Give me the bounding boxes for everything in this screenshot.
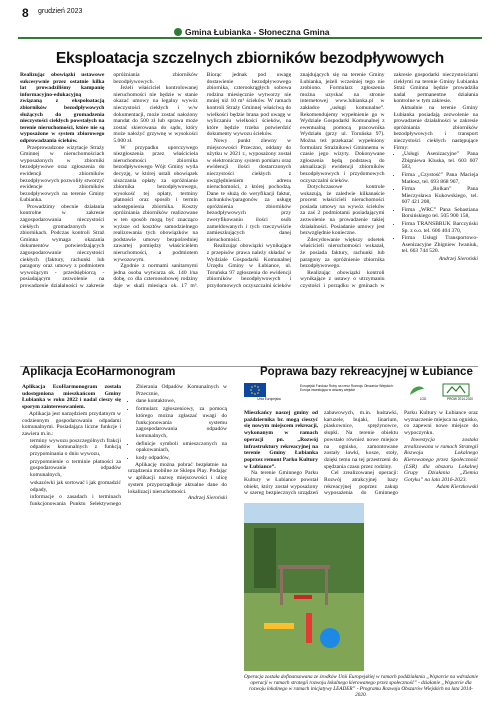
article2-outro: Aplikację można pobrać bezpłatnie na urządzenia mobilne ze Sklepu Play. Podając w aplikacji nazwę miejscowości i ulicę system przyporządkuje aktualne dane do lokalizacji nieruchomości. bbox=[128, 461, 227, 495]
article2-body bbox=[22, 384, 227, 707]
firm-item: • Firma „WRC” Pana Sebastiana Borsińskiego tel. 505 900 158, bbox=[402, 207, 478, 220]
article1-body bbox=[20, 72, 478, 364]
firms-list bbox=[394, 151, 478, 255]
eu-flag-icon bbox=[244, 383, 266, 397]
article1-paragraph: Przeprowadzone wizytacje Straży Gminnej w nieruchomościach wyposażonych w zbiorniki bezodpływowe oraz zgłoszenia do ewidencji zbiorników bezodpływowych pozwoliły stworzyć ewidencje zbiorników bezodpływowych na terenie Gminy Łubianka. bbox=[20, 144, 105, 204]
facebook-icon bbox=[174, 28, 182, 36]
page-header bbox=[0, 0, 500, 40]
firm-item: • „Usługi Asenizacyjne” Pana Zbigniewa Kluska, tel. 603 607 583, bbox=[402, 151, 478, 171]
article1-paragraph: Prowadzimy obecnie działania kontrolne w zakresie zagospodarowania nieczystości ciekłych gromadzonych w zbiornikach. Podczas kontroli Straż Gminna wymaga okazania dokumentów potwierdzających zagospodarowanie nieczystości ciekłych (faktury, rachunki lub paragony oraz umowy z podmiotem wywożącym - przedsiębiorcą - posiadającym zezwolenie na prowadzenie działalności w zakresie opróżniania zbiorników bezodpływowych. bbox=[20, 72, 198, 289]
feature-item: • informacje o zasadach i terminach funkcjonowania Punktu Selektywnego Zbierania Odpadów Komunalnych w Przecznie, bbox=[30, 384, 227, 508]
header-divider bbox=[18, 37, 482, 39]
article1-paragraph: Zdecydowanie większy odsetek właścicieli nieruchomości wskazał, że posiada faktury, rachunki lub paragony za opróżnienie zbiornika bezodpływowego. bbox=[300, 236, 385, 270]
article1-paragraph: Jeżeli właściciel kontrolowanej nieruchomości nie będzie w stanie okazać umowy na legalny wywóz nieczystości ciekłych i w/w dokumentacji, może zostać nałożony mandat do 500 zł lub sprawa może zostać skierowana do sądu, który może nałożyć grzywnę w wysokości 5.000 zł. bbox=[113, 85, 198, 144]
article3-lead: Mieszkańcy naszej gminy od października br. mogą cieszyć się nowym miejscem rekreacji, wykonanym w ramach operacji pn. „Rozwój infrastruktury rekreacyjnej na terenie Gminy Łubianka poprzez remont Parku Kultury w Łubiance”. bbox=[244, 410, 319, 470]
article3-paragraph: Na terenie Gminnego Parku Kultury w Łubiance powstał obiekt, który został wyposażony w szereg bezpiecznych urządzeń zabawowych, m.in. huśtawki, karuzele, bujaki, linarium, piaskownice, sprężynowce, słupki. Na terenie obiektu powstało również nowe miejsce na ognisko, zamontowane zostały ławki, kosze, stoły, dzięki temu na tej przestrzeni do spędzania czasu przez rodziny. bbox=[244, 410, 398, 497]
rural-fund-logo bbox=[300, 383, 400, 407]
article1-signature: Andrzej Sieroński bbox=[438, 256, 478, 263]
logo-caption: PROW 2014-2020 bbox=[446, 397, 474, 401]
feature-item: • definicje symboli umieszczonych na opakowaniach, bbox=[136, 441, 227, 454]
feature-item: • terminy wywozu poszczególnych frakcji odpadów komunalnych z funkcją przypominania o dniu wywozu, bbox=[30, 438, 121, 458]
firm-item: • Firma Usługi Transportowo-Asenizacyjne Zbigniew Iwaniuk, tel. 663 744 520. bbox=[402, 235, 478, 255]
playground-photo bbox=[244, 503, 364, 671]
lgd-logo bbox=[408, 383, 438, 407]
article3-title: Poprawa bazy rekreacyjnej w Łubiance bbox=[260, 366, 473, 378]
article2-lead: Aplikacja EcoHarmonogram została udostępniona mieszkańcom Gminy Łubianka w roku 2022 i nadal cieszy się sporym zainteresowaniem. bbox=[22, 384, 121, 411]
firm-item: • Firma TRANSBRUK Barczyński Sp. z o.o. tel. 606 404 370, bbox=[402, 221, 478, 234]
article1-title: Eksploatacja szczelnych zbiorników bezodpływowych bbox=[55, 50, 445, 67]
prow-logo bbox=[442, 383, 478, 407]
brand-label bbox=[174, 27, 330, 37]
article3-body bbox=[244, 410, 478, 498]
feature-item: • wskazówki jak sortować i jak gromadzić odpady, bbox=[30, 480, 121, 493]
playground-image bbox=[244, 503, 364, 671]
article1-lead: Realizując obowiązki ustawowe sukcesywnie przez ostatnie kilka lat prowadziliśmy kampanię informacyjno-edukacyjną związaną z ekspoloatacją zbiorników bezodpływowych służących do gromadzenia nieczystości ciekłych powstałych na terenie nieruchomości, które nie są wyposażone w system zbiorowego odprowadzania ścieków. bbox=[20, 72, 105, 144]
page-number: 8 bbox=[22, 6, 29, 20]
firm-item: • Firma „Rolkan” Pana Mieczysława Kukowskiego, tel. 607 421 208, bbox=[402, 186, 478, 206]
article2-title: Aplikacja EcoHarmonogram bbox=[22, 366, 176, 378]
article3-signature: Adam Kierzkowski bbox=[436, 483, 478, 490]
funding-logos bbox=[244, 383, 478, 407]
funding-caption: Operacja została dofinansowana ze środków Unii Europejskiej w ramach poddziałania „Wsparcie na wdrażanie operacji w ramach strategii rozwoju lokalnego kierowanego przez społeczność” - działanie „Wsparcie dla rozwoju lokalnego w ramach inicjatywy LEADER” - Programu Rozwoju Obszarów Wiejskich na lata 2014-2020. bbox=[244, 674, 479, 698]
article1-paragraph: Dotychczasowe kontrole wskazują, że zaledwie kilkanaście procent właścicieli nieruchomości posiada umowy na wywóz ścieków za zaś 2 podmiotami posiadającymi zezwolenie na prowadzenie takiej działalności. Posiadanie umowy jest bezwzględnie konieczne. bbox=[300, 184, 385, 237]
lgd-leaf-icon bbox=[408, 383, 426, 397]
article1-paragraph: Zgodnie z normami sanitarnymi jedna osoba wytwarza ok. 140 l/na dobę, co dla czteroosobowej rodziny daje w skali miesiąca ok. 17 m³. Biorąc jednak pod uwagę dostawienie bezodpływowego zbiornika, czterookrągłych sobowa rodzina miesięcznie wytworzy nie mniej niż 10 m³ ścieków. W ramach kontroli Straży Gminnej właściwą do wielkości będzie brana pod uwagę w wyliczaniu wielkości ścieków, na które będzie trzeba potwierdzić dokumenty wywozu ścieków. bbox=[113, 72, 292, 289]
article2-signature: Andrzej Sieroński bbox=[187, 495, 227, 502]
brand-text: Gmina Łubianka - Słoneczna Gmina bbox=[185, 27, 330, 37]
logo-caption: LGD bbox=[419, 397, 427, 401]
feature-item: • formularz zgłoszeniowy, za pomocą którego można zgłaszać uwagi do funkcjonowania systemu zagospodarowania odpadów komunalnych, bbox=[136, 406, 227, 440]
article2-intro: Aplikacja jest narzędziem przydatnym w codziennym gospodarowaniu odpadami komunalnymi. Posiadająca liczne funkcje i zawiera m.in.: bbox=[22, 410, 121, 437]
feature-item: • przypomnienie o terminie płatności za gospodarowanie odpadów komunalnych, bbox=[30, 459, 121, 479]
article3-paragraph: Cel zrealizowanej operacji: Rozwój atrakcyjnej bazy rekreacyjnej poprzez zakup wyposażenia do Gminnego Parku Kultury w Łubiance oraz wyznaczenie miejsca na ognisko, co zapewni nowe miejsce do wypoczynku. bbox=[324, 410, 478, 497]
firm-item: • Firma „Czystość” Pana Macieja Matłosz, tel. 693 868 967, bbox=[402, 172, 478, 185]
article1-paragraph: W przypadku uporczywego niezgłoszenia przez właściciela nieruchomości zbiornika bezodpływowego Wójt Gminy wyda decyzję, w której ustali obowiązek uiszczania opłaty za opróżnianie zbiornika bezodpływowego, wysokość tej opłaty, terminy płatności oraz sposób i termin udostępnienia zbiornika. Koszty opróżniania zbiorników realizowane w ten sposób mogą być znacząco wyższe od kosztów samodzielnego realizowania tych obowiązków na podstawie umowy bezpośredniej zawartej pomiędzy właścicielem nieruchomości, a podmiotem wywozowym. bbox=[113, 144, 198, 263]
feature-item: • kody odpadów, bbox=[136, 455, 227, 462]
prow-icon bbox=[442, 383, 470, 397]
logo-caption: Europejski Fundusz Rolny na rzecz Rozwoju Obszarów Wiejskich: Europa inwestująca w obszary wiejskie bbox=[300, 384, 394, 392]
article1-paragraph: Aktualnie na terenie Gminy Łubianka posiadają zezwolenie na prowadzenie działalności w zakresie opróżniania zbiorników bezodpływowych i transport nieczystości ciekłych następujące Firmy: bbox=[393, 104, 478, 151]
article1-paragraph: Realizując obowiązki wynikające z przepisów prawa należy składać w Wydziale Gospodarki Komunalnej Urzędu Gminy w Łubiance, ul. Toruńska 97 zgłoszenia do ewidencji zbiorników bezodpływowych i przydomowych oczyszczalni ścieków znajdujących się na terenie Gminy Łubianka, jeżeli wcześniej tego nie zrobiono. Formularz zgłoszenia można uzyskać na stronie internetowej www.lubianka.pl w zakładce „usługi komunalne”. Rekomendujemy wypełnienie go w Wydziale Gospodarki Komunalnej z ewentualną pomocą pracownika Wydziału (przy ul. Toruńska 97). Można też przekazać wypełniony formularz Strażnikowi Gminnemu w czasie jego wizyty. Dokonywane zgłoszenia będą podstawą do aktualizacji ewidencji zbiorników bezodpływowych i przydomowych oczyszczalni ścieków. bbox=[206, 72, 385, 289]
feature-item: • dane kontaktowe, bbox=[136, 398, 227, 405]
logo-caption: Unia Europejska bbox=[257, 397, 281, 401]
issue-date: grudzień 2023 bbox=[38, 8, 83, 15]
article1-paragraph: Realizując obowiązki kontroli wynikające z ustawy o utrzymaniu czystości i porządku w gminach w zakresie gospodarki nieczystościami ciekłymi na terenie Gminy Łubianka Straż Gminna będzie prowadziła nadal permanentne działania kontrolne w tym zakresie. bbox=[300, 72, 478, 289]
article1-paragraph: Nowy punkt zlewny w miejscowości Przeczno, oddany do użytku w 2021 r., wyposażony został w elektroniczny system pomiaru oraz ewidencji ilości dostarczonych nieczystości ciekłych z uwzględnieniem adresu nieruchomości, z której pochodzą. Dane te służą do weryfikacji faktur, rachunków/paragonów za usługę opróżnienia zbiorników bezodpływowych przy zweryfikowaniu ilości osób zameldowanych i tych rzeczywiście zamieszkujących danej nieruchomości. bbox=[206, 137, 292, 243]
article3-paragraph: Inwestycja została zrealizowana w ramach Strategii Rozwoju Lokalnego Kierowanego przez Społeczność (LSR) dla obszaru Lokalnej Grupy Działania „Ziemia Gotyku” na lata 2016-2023. bbox=[404, 436, 478, 484]
eu-flag-logo bbox=[244, 383, 294, 407]
